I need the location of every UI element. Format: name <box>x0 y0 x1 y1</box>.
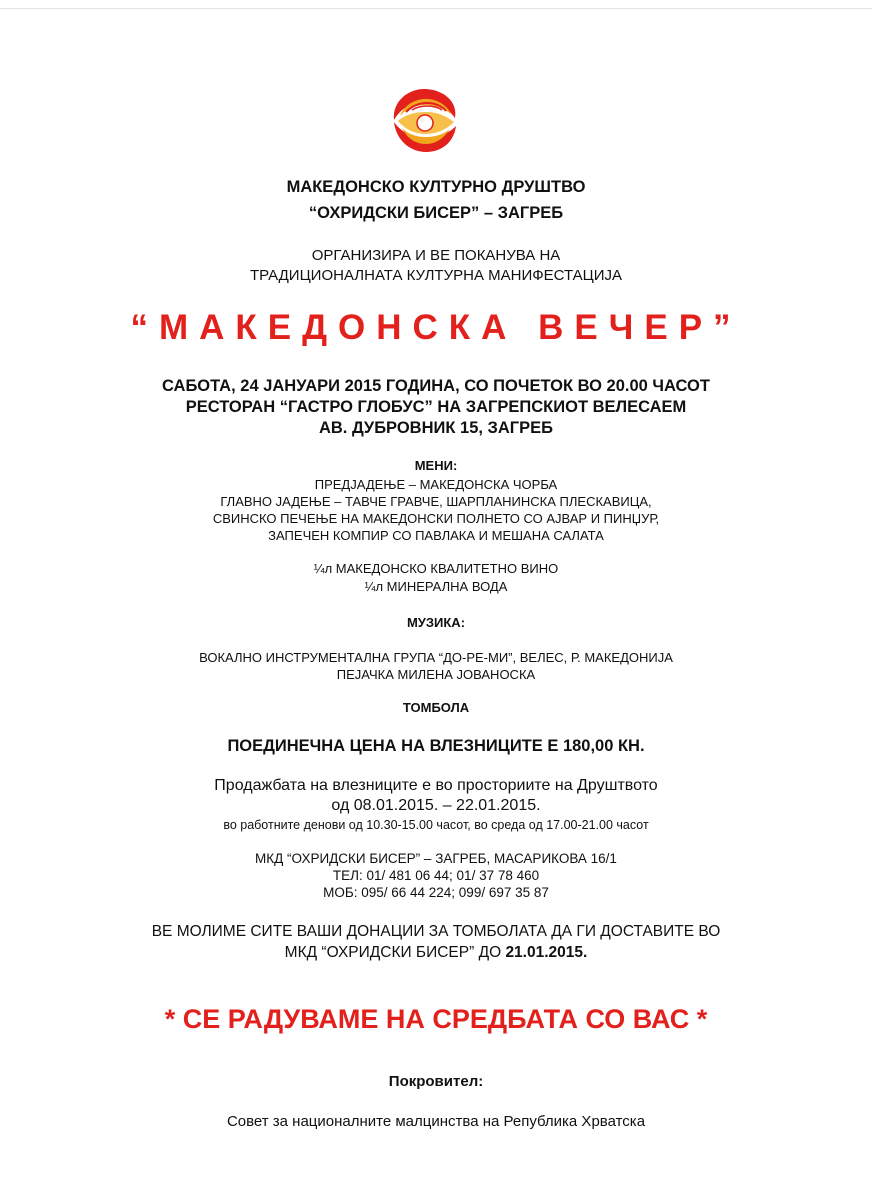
music-singer: ПЕЈАЧКА МИЛЕНА ЈОВАНОСКА <box>336 667 536 682</box>
sales-info: Продажбата на влезниците е во просториите на Друштвото <box>214 777 658 794</box>
drink-item: ¼л МАКЕДОНСКО КВАЛИТЕТНО ВИНО <box>313 561 559 576</box>
donations-prefix: МКД “ОХРИДСКИ БИСЕР” ДО <box>284 944 506 961</box>
donations-deadline <box>0 944 872 962</box>
menu-item: СВИНСКО ПЕЧЕЊЕ НА МАКЕДОНСКИ ПОЛНЕТО СО АЈВАР И ПИНЏУР, <box>212 511 660 526</box>
contact-address: МКД “ОХРИДСКИ БИСЕР” – ЗАГРЕБ, МАСАРИКОВА 16/1 <box>255 851 617 866</box>
closing-message: * СЕ РАДУВАМЕ НА СРЕДБАТА СО ВАС * <box>164 1004 708 1034</box>
oyster-pearl-icon <box>388 86 460 156</box>
contact-phone: ТЕЛ: 01/ 481 06 44; 01/ 37 78 460 <box>332 868 540 883</box>
menu-item: ГЛАВНО ЈАДЕЊЕ – ТАВЧЕ ГРАВЧЕ, ШАРПЛАНИНСКА ПЛЕСКАВИЦА, <box>220 494 652 509</box>
organization-name: МАКЕДОНСКО КУЛТУРНО ДРУШТВО <box>286 178 586 196</box>
tombola-heading: ТОМБОЛА <box>402 700 470 715</box>
scan-edge-line <box>0 8 872 9</box>
invitation-line: ОРГАНИЗИРА И ВЕ ПОКАНУВА НА <box>311 247 561 264</box>
music-heading: МУЗИКА: <box>406 615 466 630</box>
sales-dates: од 08.01.2015. – 22.01.2015. <box>331 797 541 814</box>
donations-request: ВЕ МОЛИМЕ СИТЕ ВАШИ ДОНАЦИИ ЗА ТОМБОЛАТА ДА ГИ ДОСТАВИТЕ ВО <box>151 923 721 940</box>
drink-item: ¼л МИНЕРАЛНА ВОДА <box>364 579 508 594</box>
event-venue: РЕСТОРАН “ГАСТРО ГЛОБУС” НА ЗАГРЕПСКИОТ ВЕЛЕСАЕМ <box>185 398 687 416</box>
sponsor-heading: Покровител: <box>388 1073 484 1090</box>
event-title: “МАКЕДОНСКА ВЕЧЕР” <box>130 308 742 347</box>
event-address: АВ. ДУБРОВНИК 15, ЗАГРЕБ <box>318 419 554 437</box>
donations-date: 21.01.2015. <box>505 944 588 961</box>
invitation-line: ТРАДИЦИОНАЛНАТА КУЛТУРНА МАНИФЕСТАЦИЈА <box>249 267 623 284</box>
event-date: САБОТА, 24 ЈАНУАРИ 2015 ГОДИНА, СО ПОЧЕТОК ВО 20.00 ЧАСОТ <box>162 377 710 395</box>
sales-hours: во работните денови од 10.30-15.00 часот, во среда од 17.00-21.00 часот <box>223 818 649 832</box>
ticket-price: ПОЕДИНЕЧНА ЦЕНА НА ВЛЕЗНИЦИТЕ Е 180,00 КН. <box>227 737 645 755</box>
sponsor-name: Совет за националните малцинства на Република Хрватска <box>226 1113 646 1130</box>
organization-subtitle: “ОХРИДСКИ БИСЕР” – ЗАГРЕБ <box>308 204 564 222</box>
menu-heading: МЕНИ: <box>414 458 458 473</box>
contact-mobile: МОБ: 095/ 66 44 224; 099/ 697 35 87 <box>323 885 549 900</box>
menu-item: ПРЕДЈАДЕЊЕ – МАКЕДОНСКА ЧОРБА <box>314 477 558 492</box>
music-band: ВОКАЛНО ИНСТРУМЕНТАЛНА ГРУПА “ДО-РЕ-МИ”, ВЕЛЕС, Р. МАКЕДОНИЈА <box>199 650 673 665</box>
menu-item: ЗАПЕЧЕН КОМПИР СО ПАВЛАКА И МЕШАНА САЛАТА <box>268 528 604 543</box>
